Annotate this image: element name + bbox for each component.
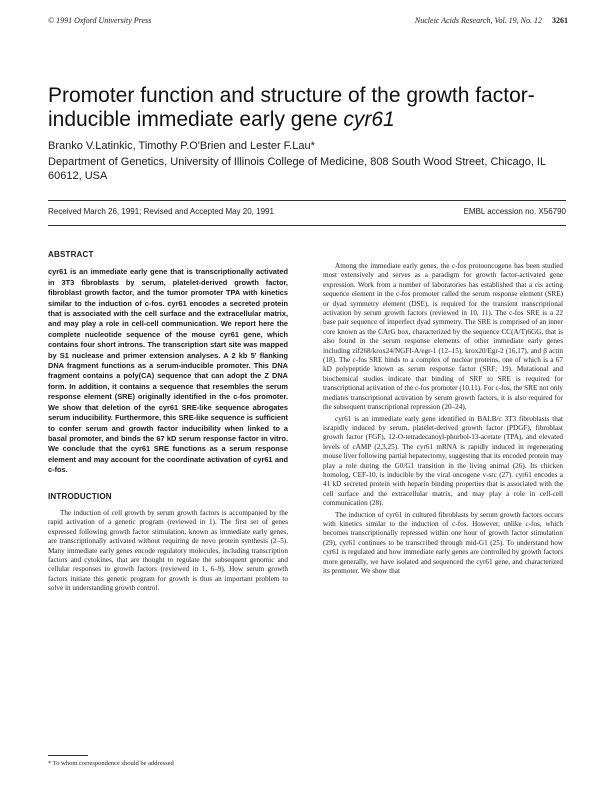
divider-bottom [48, 225, 566, 226]
abstract-text: cyr61 is an immediate early gene that is transcriptionally activated in 3T3 fibroblasts by serum, platelet-derived growth factor, fibroblast growth factor, and the tumor promoter TPA with kinetics similar to the induction of c-fos. cyr61 encodes a secreted protein that is associated with the cell surface and the extracellular matrix, and may play a role in cell-cell communication. We report here the complete nucleotide sequence of the mouse cyr61 gene, which contains four short introns. The transcription start site was mapped by S1 nuclease and primer extension analyses. A 2 kb 5' flanking DNA fragment functions as a serum-inducible promoter. This DNA fragment contains a poly(CA) sequence that can adopt the Z DNA form. In addition, it contains a sequence that resembles the serum response element (SRE) originally identified in the c-fos promoter. We show that deletion of the cyr61 SRE-like sequence abrogates serum inducibility. Furthermore, this SRE-like sequence is sufficient to confer serum and growth factor inducibility when linked to a basal promoter, and binds the 67 kD serum response factor in vitro. We conclude that the cyr61 SRE functions as a serum response element and may account for the coordinate activation of cyr61 and c-fos. [48, 267, 288, 475]
right-column [323, 262, 563, 576]
embl-accession: EMBL accession no. X56790 [463, 207, 566, 216]
received-dates: Received March 26, 1991; Revised and Accepted May 20, 1991 [48, 207, 274, 216]
page-number: 3261 [552, 16, 568, 25]
introduction-text: The induction of cell growth by serum growth factors is accompanied by the rapid activation of a genetic program (reviewed in 1). The first set of genes expressed following growth factor stimulation, known as immediate early genes, are transcriptionally activated without requiring de novo protein synthesis (2–5). Many immediate early genes encode regulatory molecules, including transcription factors and cytokines, that are thought to regulate the subsequent genomic and cellular responses to growth factors (reviewed in 1, 6–9). How serum growth factors initiate this genetic program for growth is thus an important problem to solve in understanding growth control. [48, 508, 288, 593]
footnote: * To whom correspondence should be addressed [48, 760, 174, 767]
introduction-heading: INTRODUCTION [48, 491, 112, 501]
affiliation: Department of Genetics, University of Illinois College of Medicine, 808 South Wood Street, Chicago, IL 60612, USA [48, 156, 546, 182]
author-list: Branko V.Latinkic, Timothy P.O'Brien and Lester F.Lau* [48, 140, 315, 152]
copyright-line: © 1991 Oxford University Press [48, 16, 152, 25]
footnote-divider [48, 755, 88, 756]
journal-citation [415, 16, 568, 25]
body-paragraph-3: The induction of cyr61 in cultured fibroblasts by serum growth factors occurs with kinetics similar to the induction of c-fos. However, unlike c-fos, which becomes transcriptionally repressed within one hour of growth factor stimulation (29), cyr61 continues to be transcribed through mid-G1 (25). To understand how cyr61 is regulated and how immediate early genes are controlled by growth factors more generally, we have isolated and sequenced the cyr61 gene, and characterized its promoter. We show that [323, 510, 563, 575]
abstract-heading: ABSTRACT [48, 250, 94, 259]
title-gene-name: cyr61 [343, 108, 395, 132]
body-paragraph-2: cyr61 is an immediate early gene identified in BALB/c 3T3 fibroblasts that israpidly induced by serum, platelet-derived growth factor (PDGF), fibroblast growth factor (FGF), 12-O-tetradecanoyl-phorbol-13-acetate (TPA), and elevated levels of cAMP (2,3,25). The cyr61 mRNA is rapidly induced in regenerating mouse liver following partial hepatectomy, suggesting that its encoded protein may play a role during the G0/G1 transition in the living animal (26). Its chicken homolog, CEF-10, is inducible by the viral oncogene v-src (27). cyr61 encodes a 41 kD secreted protein with heparin binding properties that is associated with the cell surface and the extracellular matrix, and may play a role in cell-cell communication (28). [323, 414, 563, 508]
divider-top [48, 200, 566, 201]
left-column [48, 250, 288, 594]
title-text: Promoter function and structure of the growth factor-inducible immediate early gene [48, 84, 535, 132]
body-paragraph-1: Among the immediate early genes, the c-fos protooncogene has been studied most extensively and serves as a paradigm for growth factor-activated gene expression. Work from a number of laboratories has established that a cis acting sequence element in the c-fos promoter called the serum response element (SRE) or dyad symmetry element (DSE), is required for the transient transcriptional activation by serum growth factors (reviewed in 10, 11). The c-fos SRE is a 22 base pair sequence of imperfect dyad symmetry. The SRE is comprised of an inner core known as the CArG box, characterized by the sequence CC(A/T)6GG, that is also found in the serum response elements of other immediate early genes including zif268/krox24/NGFI-A/egr-1 (12–15), krox20/Egr-2 (16,17), and β actin (18). The c-fos SRE binds to a complex of nuclear proteins, one of which is a 67 kD polypeptide known as serum response factor (SRF; 19). Mutational and biochemical studies indicate that binding of SRF to SRE is required for transcriptional activation of the c-fos promoter (10,11). For c-fos, the SRE not only mediates transcriptional activation by serum growth factors, it is also required for the subsequent transcriptional repression (20–24). [323, 262, 563, 412]
journal-name: Nucleic Acids Research, Vol. 19, No. 12 [414, 16, 542, 25]
article-title [48, 84, 568, 132]
